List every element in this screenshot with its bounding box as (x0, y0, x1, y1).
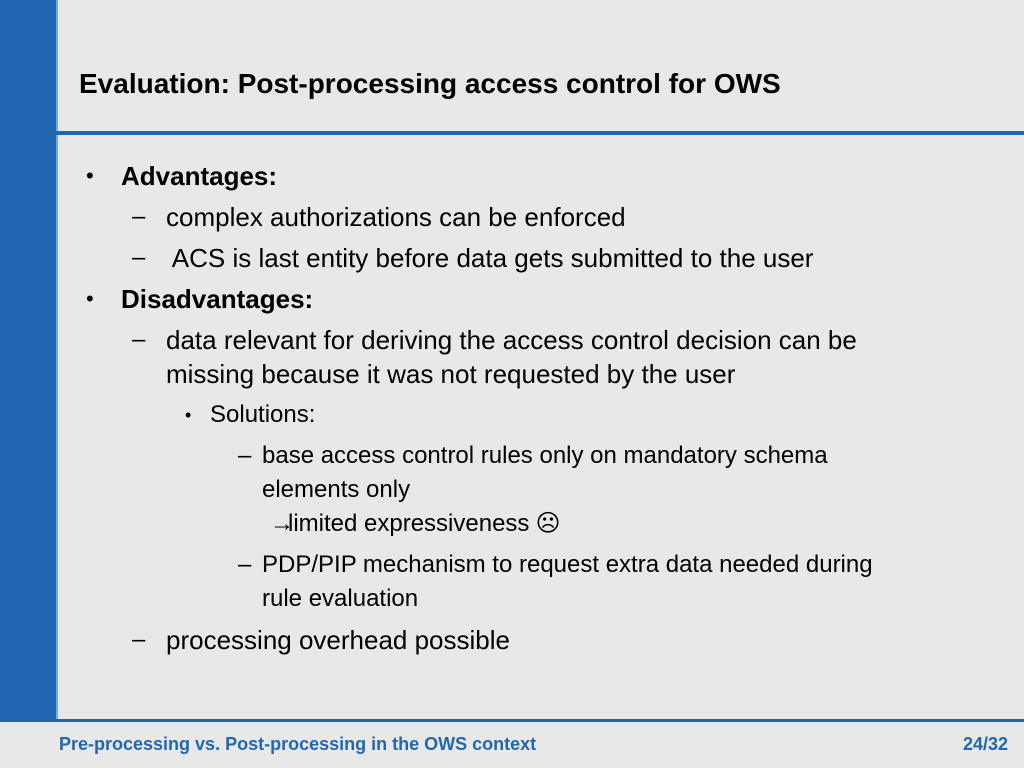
dash-icon: – (132, 244, 146, 271)
advantage-item: complex authorizations can be enforced (166, 202, 626, 232)
left-accent-bar (0, 0, 56, 722)
dash-icon: – (238, 551, 252, 578)
slide-title: Evaluation: Post-processing access control for OWS (79, 68, 781, 99)
page-number: 24/32 (962, 734, 1008, 754)
solution-line: rule evaluation (262, 585, 419, 612)
solution-consequence-text: limited expressiveness (288, 510, 530, 537)
advantage-item: ACS is last entity before data gets submitted to the user (166, 243, 814, 273)
disadvantage-item: processing overhead possible (166, 625, 510, 655)
solution-line: base access control rules only on mandatory schema (262, 442, 828, 469)
solution-line: PDP/PIP mechanism to request extra data needed during (262, 551, 873, 578)
disadvantage-item-line: data relevant for deriving the access control decision can be (166, 325, 857, 355)
disadvantages-heading: Disadvantages: (121, 284, 314, 314)
solution-line: elements only (262, 476, 411, 503)
bullet-icon: • (86, 163, 94, 188)
footer-title: Pre-processing vs. Post-processing in the OWS context (59, 734, 537, 754)
solution-consequence (270, 507, 560, 541)
advantages-heading: Advantages: (121, 161, 278, 191)
slide-content (58, 135, 1024, 722)
frown-face-icon: ☹ (535, 510, 561, 537)
bullet-icon: • (86, 286, 94, 311)
dash-icon: – (132, 626, 146, 653)
dash-icon: – (132, 203, 146, 230)
title-area (58, 0, 1024, 131)
disadvantage-item-line: missing because it was not requested by the user (166, 359, 736, 389)
solutions-label: Solutions: (210, 401, 316, 428)
right-arrow-icon: → (270, 510, 294, 537)
dash-icon: – (132, 326, 146, 353)
dash-icon: – (238, 442, 252, 469)
bullet-icon: • (185, 405, 192, 425)
